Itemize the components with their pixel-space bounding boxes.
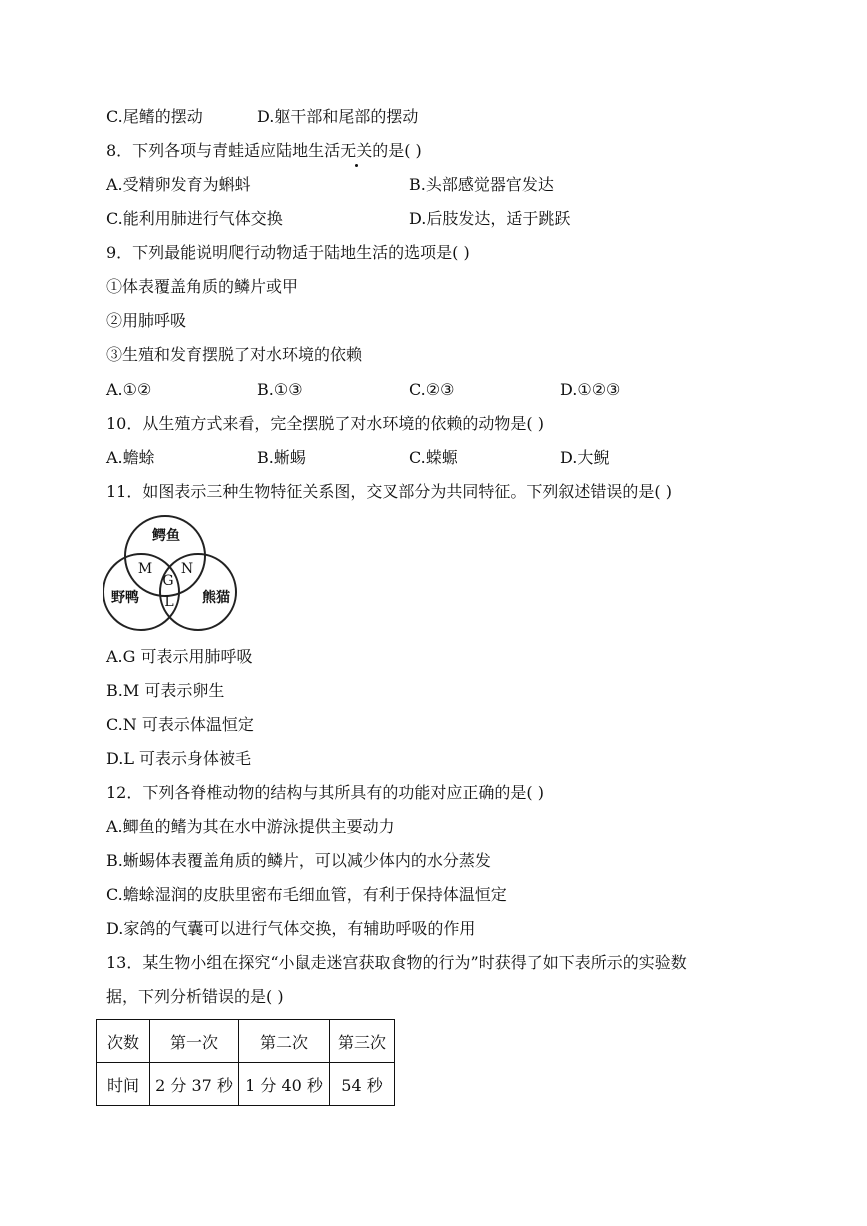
q9-option-a: A.①② xyxy=(106,380,152,399)
q9-option-c: C.②③ xyxy=(409,380,455,399)
experiment-table xyxy=(96,1019,395,1106)
q8-option-d: D.后肢发达，适于跳跃 xyxy=(409,209,571,228)
q9-item-1: ①体表覆盖角质的鳞片或甲 xyxy=(106,277,299,296)
venn-label-left: 野鸭 xyxy=(111,590,139,606)
q8-option-c: C.能利用肺进行气体交换 xyxy=(106,209,283,228)
q11-stem: 11．如图表示三种生物特征关系图，交叉部分为共同特征。下列叙述错误的是( ) xyxy=(106,482,672,501)
q10-option-a: A.蟾蜍 xyxy=(106,448,155,467)
venn-region-g: G xyxy=(162,573,174,589)
venn-diagram xyxy=(103,510,243,636)
q8-stem xyxy=(106,140,422,162)
q8-stem-pre: 8．下列各项与青蛙适应陆地生活 xyxy=(106,141,341,160)
table-cell: 54 秒 xyxy=(330,1063,395,1106)
table-header-row xyxy=(97,1020,395,1063)
table-header-cell: 第二次 xyxy=(239,1020,330,1063)
q12-stem: 12．下列各脊椎动物的结构与其所具有的功能对应正确的是( ) xyxy=(106,783,544,802)
table-header-cell: 次数 xyxy=(97,1020,150,1063)
q13-stem-line-1: 13．某生物小组在探究“小鼠走迷宫获取食物的行为”时获得了如下表所示的实验数 xyxy=(106,953,687,972)
venn-region-m: M xyxy=(137,561,153,577)
venn-region-l: L xyxy=(164,594,174,610)
venn-label-top: 鳄鱼 xyxy=(152,528,180,544)
q10-option-d: D.大鲵 xyxy=(560,448,610,467)
table-cell: 时间 xyxy=(97,1063,150,1106)
q8-stem-post: 的是( ) xyxy=(372,141,422,160)
table-row xyxy=(97,1063,395,1106)
q9-stem: 9．下列最能说明爬行动物适于陆地生活的选项是( ) xyxy=(106,243,470,262)
q11-option-c: C.N 可表示体温恒定 xyxy=(106,715,254,734)
venn-region-n: N xyxy=(180,561,194,577)
q13-stem-line-2: 据，下列分析错误的是( ) xyxy=(106,987,284,1006)
q9-option-d: D.①②③ xyxy=(560,380,621,399)
q10-option-b: B.蜥蜴 xyxy=(257,448,306,467)
q7-option-c: C.尾鳍的摆动 xyxy=(106,107,203,126)
table-cell: 2 分 37 秒 xyxy=(150,1063,239,1106)
q12-option-a: A.鲫鱼的鳍为其在水中游泳提供主要动力 xyxy=(106,817,395,836)
q12-option-b: B.蜥蜴体表覆盖角质的鳞片，可以减少体内的水分蒸发 xyxy=(106,851,491,870)
q11-option-a: A.G 可表示用肺呼吸 xyxy=(106,647,253,666)
q12-option-d: D.家鸽的气囊可以进行气体交换，有辅助呼吸的作用 xyxy=(106,919,476,938)
q8-option-a: A.受精卵发育为蝌蚪 xyxy=(106,175,251,194)
venn-label-right: 熊猫 xyxy=(202,590,230,606)
q9-item-2: ②用肺呼吸 xyxy=(106,311,187,330)
table-header-cell: 第一次 xyxy=(150,1020,239,1063)
q8-option-b: B.头部感觉器官发达 xyxy=(409,175,554,194)
q11-option-b: B.M 可表示卵生 xyxy=(106,681,225,700)
q8-stem-emphasis: 无关 xyxy=(340,141,373,160)
q7-option-d: D.躯干部和尾部的摆动 xyxy=(257,107,419,126)
q9-item-3: ③生殖和发育摆脱了对水环境的依赖 xyxy=(106,345,363,364)
q12-option-c: C.蟾蜍湿润的皮肤里密布毛细血管，有利于保持体温恒定 xyxy=(106,885,507,904)
table-cell: 1 分 40 秒 xyxy=(239,1063,330,1106)
q10-stem: 10．从生殖方式来看，完全摆脱了对水环境的依赖的动物是( ) xyxy=(106,414,544,433)
q11-option-d: D.L 可表示身体被毛 xyxy=(106,749,252,768)
q9-option-b: B.①③ xyxy=(257,380,303,399)
q10-option-c: C.蝾螈 xyxy=(409,448,458,467)
table-header-cell: 第三次 xyxy=(330,1020,395,1063)
